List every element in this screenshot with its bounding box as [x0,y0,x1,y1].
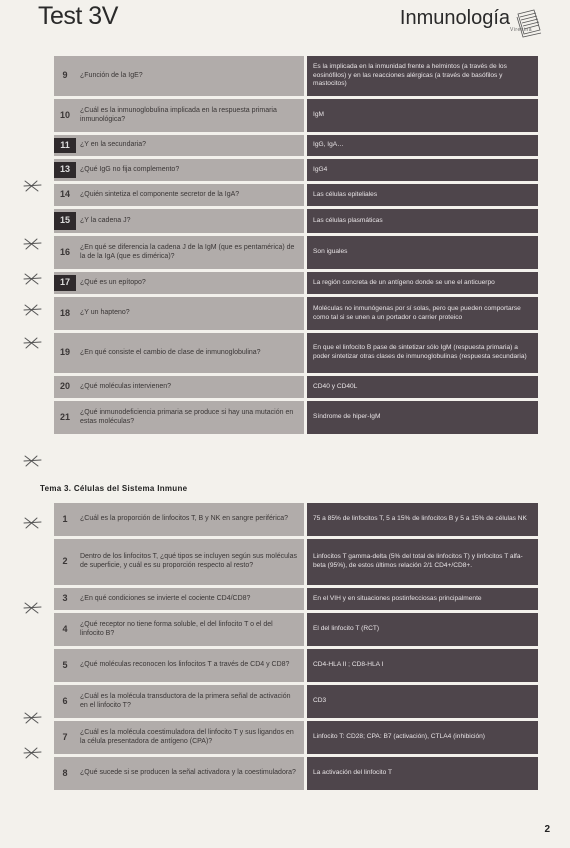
question-number: 17 [54,275,76,291]
question-text: ¿Qué inmunodeficiencia primaria se produce si hay una mutación en estas moléculas? [80,408,294,425]
question-row [54,588,538,610]
question-number: 5 [62,659,68,670]
answer-cell: 75 a 85% de linfocitos T, 5 a 15% de linfocitos B y 5 a 15% de células NK [307,503,538,536]
question-text: ¿Cuál es la molécula coestimuladora del linfocito T y sus ligandos en la célula presentadora de antígeno (CPA)? [80,728,294,745]
pencil-mark-icon [22,453,44,469]
answer-cell: La activación del linfocito T [307,757,538,790]
answer-cell: Síndrome de hiper-IgM [307,401,538,434]
question-number: 19 [59,347,70,358]
answer-cell: Las células epiteliales [307,184,538,206]
question-row [54,184,538,206]
pencil-mark-icon [22,178,44,194]
question-text: ¿En qué consiste el cambio de clase de inmunoglobulina? [80,348,261,356]
question-text: ¿Qué moléculas reconocen los linfocitos T a través de CD4 y CD8? [80,661,290,669]
question-text: ¿En qué se diferencia la cadena J de la IgM (que es pentamérica) de la de la IgA (que es dimérica)? [80,243,295,260]
section-title: Tema 3. Células del Sistema Inmune [40,484,188,493]
question-number: 3 [62,593,68,604]
question-cell [54,135,304,156]
question-text: ¿Función de la IgE? [80,71,143,79]
answer-cell: IgM [307,99,538,132]
pencil-mark-icon [22,302,44,318]
question-row [54,333,538,373]
question-row [54,757,538,790]
question-cell [54,209,304,233]
answer-cell: CD3 [307,685,538,718]
question-number: 8 [62,767,68,778]
question-cell [54,236,304,269]
question-number: 14 [59,189,70,200]
answer-cell: Las células plasmáticas [307,209,538,233]
question-number: 16 [59,246,70,257]
question-row [54,159,538,181]
answer-cell: En el VIH y en situaciones postinfecciosas principalmente [307,588,538,610]
answer-cell: IgG4 [307,159,538,181]
answer-cell: La región concreta de un antígeno donde se une el anticuerpo [307,272,538,294]
question-row [54,99,538,132]
question-row [54,503,538,536]
pencil-mark-icon [22,271,44,287]
question-table-top [54,56,538,437]
question-text: ¿Y en la secundaria? [80,141,147,149]
question-cell [54,721,304,754]
question-row [54,649,538,682]
question-cell [54,184,304,206]
question-cell [54,649,304,682]
question-number: 15 [54,212,76,230]
question-number: 4 [62,623,68,634]
question-cell [54,333,304,373]
question-row [54,135,538,156]
question-text: ¿Y la cadena J? [80,216,131,224]
brand-subtitle: Viresina [510,27,532,33]
question-text: ¿Cuál es la molécula transductora de la primera señal de activación en el linfocito T? [80,692,291,709]
question-cell [54,272,304,294]
question-row [54,272,538,294]
question-cell [54,401,304,434]
question-text: ¿Cuál es la inmunoglobulina implicada en la respuesta primaria inmunológica? [80,106,277,123]
question-text: ¿Quién sintetiza el componente secretor de la IgA? [80,190,240,198]
pencil-mark-icon [22,515,44,531]
question-text: ¿Qué moléculas intervienen? [80,382,172,390]
pencil-mark-icon [22,710,44,726]
question-cell [54,685,304,718]
question-cell [54,539,304,585]
question-number: 13 [54,162,76,178]
question-text: ¿Qué receptor no tiene forma soluble, el del linfocito T o el del linfocito B? [80,620,273,637]
pencil-mark-icon [22,600,44,616]
answer-cell: Moléculas no inmunógenas por sí solas, pero que pueden comportarse como tal si se unen a un portador o carrier proteico [307,297,538,330]
pencil-mark-icon [22,335,44,351]
question-row [54,539,538,585]
question-text: ¿Qué IgG no fija complemento? [80,165,180,173]
question-cell [54,297,304,330]
answer-cell: Linfocitos T gamma-delta (5% del total de linfocitos T) y linfocitos T alfa-beta (95%), de estos últimos relación 2/1 CD4+/CD8+. [307,539,538,585]
question-number: 21 [59,411,70,422]
question-cell [54,56,304,96]
answer-cell: El del linfocito T (RCT) [307,613,538,646]
question-cell [54,99,304,132]
question-cell [54,376,304,398]
question-row [54,685,538,718]
answer-cell: CD4-HLA II ; CD8-HLA I [307,649,538,682]
question-table-bottom [54,503,538,793]
question-number: 18 [59,307,70,318]
brand-name: Inmunología [399,7,510,29]
question-row [54,236,538,269]
question-text: ¿En qué condiciones se invierte el cociente CD4/CD8? [80,594,251,602]
answer-cell: Es la implicada en la inmunidad frente a helmintos (a través de los eosinófilos) y en las reacciones alérgicas (a través de basófilos y mastocitos) [307,56,538,96]
question-number: 2 [62,556,68,567]
question-number: 7 [62,731,68,742]
question-row [54,613,538,646]
pencil-mark-icon [22,236,44,252]
question-cell [54,757,304,790]
answer-cell: Son iguales [307,236,538,269]
question-row [54,209,538,233]
answer-cell: IgG, IgA… [307,135,538,156]
answer-cell: En que el linfocito B pase de sintetizar sólo IgM (respuesta primaria) a poder sintetizar otras clases de inmunoglobulinas (respuesta secundaria) [307,333,538,373]
question-row [54,56,538,96]
question-text: ¿Qué sucede si se producen la señal activadora y la coestimuladora? [80,769,296,777]
page-title: Test 3V [38,2,118,30]
question-text: ¿Qué es un epítopo? [80,278,146,286]
question-text: ¿Y un hapteno? [80,309,130,317]
question-number: 10 [59,109,70,120]
answer-cell: CD40 y CD40L [307,376,538,398]
pencil-mark-icon [22,745,44,761]
question-row [54,721,538,754]
question-number: 6 [62,695,68,706]
question-cell [54,159,304,181]
question-cell [54,613,304,646]
question-row [54,297,538,330]
question-row [54,401,538,434]
page-number: 2 [544,824,550,835]
question-text: ¿Cuál es la proporción de linfocitos T, B y NK en sangre periférica? [80,515,289,523]
question-text: Dentro de los linfocitos T, ¿qué tipos se incluyen según sus moléculas de superficie, y cuál es su proporción respecto al resto? [80,553,297,569]
question-cell [54,588,304,610]
answer-cell: Linfocito T: CD28; CPA: B7 (activación), CTLA4 (inhibición) [307,721,538,754]
question-number: 9 [62,70,68,81]
question-row [54,376,538,398]
question-cell [54,503,304,536]
question-number: 20 [59,381,70,392]
question-number: 11 [54,138,76,153]
question-number: 1 [62,513,68,524]
